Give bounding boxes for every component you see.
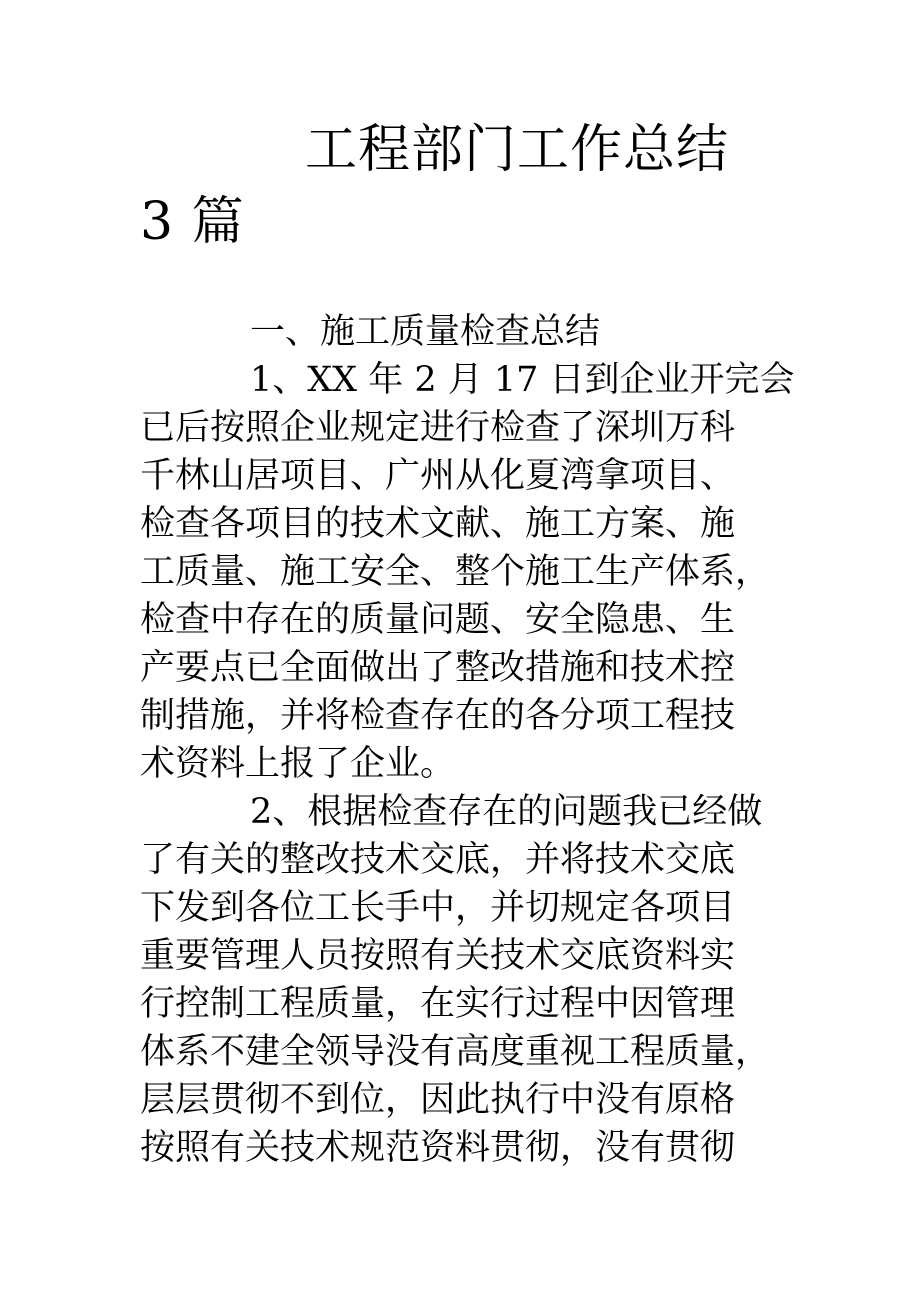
- paragraph-2-line-2: 了有关的整改技术交底，并将技术交底: [140, 840, 736, 880]
- section-heading: 一、施工质量检查总结: [250, 312, 601, 352]
- document-title-line-1: 工程部门工作总结: [305, 120, 730, 180]
- paragraph-2-line-1: 2、根据检查存在的问题我已经做: [250, 792, 763, 832]
- paragraph-1-line-6: 检查中存在的质量问题、安全隐患、生: [140, 600, 736, 640]
- paragraph-1-line-8: 制措施，并将检查存在的各分项工程技: [140, 696, 736, 736]
- paragraph-1-line-7: 产要点已全面做出了整改措施和技术控: [140, 648, 736, 688]
- document-title-line-2: 3 篇: [140, 192, 245, 252]
- paragraph-2-line-6: 体系不建全领导没有高度重视工程质量，: [140, 1032, 771, 1072]
- paragraph-1-line-1: 1、XX 年 2 月 17 日到企业开完会: [250, 360, 795, 400]
- paragraph-2-line-3: 下发到各位工长手中，并切规定各项目: [140, 888, 736, 928]
- paragraph-2-line-5: 行控制工程质量，在实行过程中因管理: [140, 984, 736, 1024]
- paragraph-1-line-4: 检查各项目的技术文献、施工方案、施: [140, 504, 736, 544]
- paragraph-1-line-3: 千林山居项目、广州从化夏湾拿项目、: [140, 456, 736, 496]
- paragraph-2-line-7: 层层贯彻不到位，因此执行中没有原格: [140, 1080, 736, 1120]
- paragraph-2-line-8: 按照有关技术规范资料贯彻，没有贯彻: [140, 1128, 736, 1168]
- paragraph-1-line-2: 已后按照企业规定进行检查了深圳万科: [140, 408, 736, 448]
- paragraph-1-line-5: 工质量、施工安全、整个施工生产体系，: [140, 552, 771, 592]
- paragraph-2-line-4: 重要管理人员按照有关技术交底资料实: [140, 936, 736, 976]
- paragraph-1-line-9: 术资料上报了企业。: [140, 744, 456, 784]
